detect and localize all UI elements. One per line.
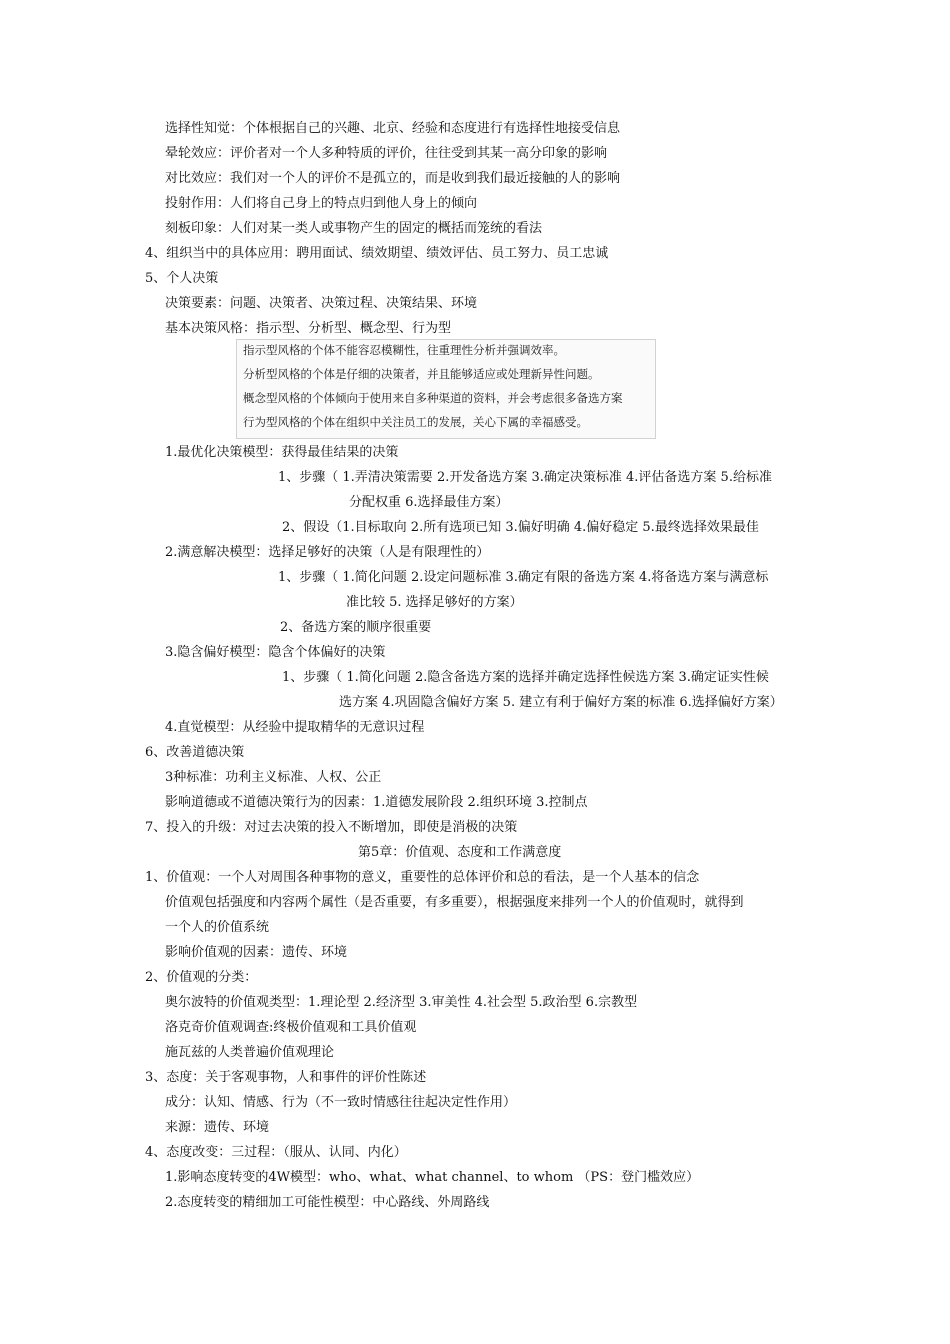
text-line-satisficing-order: 2、备选方案的顺序很重要	[280, 620, 432, 635]
heading-attitude-change: 4、态度改变：三过程：（服从、认同、内化）	[145, 1145, 407, 1160]
text-line-decision-elements: 决策要素：问题、决策者、决策过程、决策结果、环境	[165, 296, 478, 311]
text-line-implicit-steps: 1、步骤（ 1.简化问题 2.隐含备选方案的选择并确定选择性候选方案 3.确定证实性候	[282, 670, 769, 685]
text-line-4w-model: 1.影响态度转变的4W模型：who、what、what channel、to whom （PS：登门槛效应）	[165, 1170, 700, 1185]
text-line-satisficing-steps: 1、步骤（ 1.简化问题 2.设定问题标准 3.确定有限的备选方案 4.将备选方案与满意标	[278, 570, 769, 585]
heading-attitudes: 3、态度：关于客观事物，人和事件的评价性陈述	[145, 1070, 427, 1085]
text-line-value-factors: 影响价值观的因素：遗传、环境	[165, 945, 348, 960]
text-line-stereotype: 刻板印象：人们对某一类人或事物产生的固定的概括而笼统的看法	[165, 221, 543, 236]
heading-intuitive-model: 4.直觉模型：从经验中提取精华的无意识过程	[165, 720, 425, 735]
decision-style-image	[236, 339, 656, 439]
text-line-three-criteria: 3种标准：功利主义标准、人权、公正	[165, 770, 382, 785]
text-line-schwartz-theory: 施瓦兹的人类普遍价值观理论	[165, 1045, 335, 1060]
text-line-optimizing-steps: 1、步骤（ 1.弄清决策需要 2.开发备选方案 3.确定决策标准 4.评估备选方案 5.给标准	[278, 470, 772, 485]
text-line-satisficing-steps-cont: 准比较 5. 选择足够好的方案）	[346, 595, 523, 610]
text-line-halo-effect: 晕轮效应：评价者对一个人多种特质的评价，往往受到其某一高分印象的影响	[165, 146, 608, 161]
text-line-optimizing-assumptions: 2、假设（1.目标取向 2.所有选项已知 3.偏好明确 4.偏好稳定 5.最终选择效果最佳	[282, 520, 759, 535]
text-line-implicit-steps-cont: 选方案 4.巩固隐含偏好方案 5. 建立有利于偏好方案的标准 6.选择偏好方案）	[339, 695, 783, 710]
heading-escalation: 7、投入的升级：对过去决策的投入不断增加，即使是消极的决策	[145, 820, 518, 835]
heading-org-application: 4、组织当中的具体应用：聘用面试、绩效期望、绩效评估、员工努力、员工忠诚	[145, 246, 609, 261]
text-line-contrast-effect: 对比效应：我们对一个人的评价不是孤立的，而是收到我们最近接触的人的影响	[165, 171, 621, 186]
text-line-selective-perception: 选择性知觉：个体根据自己的兴趣、北京、经验和态度进行有选择性地接受信息	[165, 121, 621, 136]
text-line-attitude-sources: 来源：遗传、环境	[165, 1120, 270, 1135]
text-line-allport-types: 奥尔波特的价值观类型：1.理论型 2.经济型 3.审美性 4.社会型 5.政治型 6.宗教型	[165, 995, 638, 1010]
text-line-projection: 投射作用：人们将自己身上的特点归到他人身上的倾向	[165, 196, 478, 211]
inset-line-directive: 指示型风格的个体不能容忍模糊性，往重理性分析并强调效率。	[243, 343, 565, 357]
inset-line-analytic: 分析型风格的个体是仔细的决策者，并且能够适应或处理新异性问题。	[243, 367, 600, 381]
text-line-ethical-factors: 影响道德或不道德决策行为的因素：1.道德发展阶段 2.组织环境 3.控制点	[165, 795, 588, 810]
heading-optimizing-model: 1.最优化决策模型：获得最佳结果的决策	[165, 445, 399, 460]
inset-line-behavioral: 行为型风格的个体在组织中关注员工的发展，关心下属的幸福感受。	[243, 415, 588, 429]
chapter-title: 第5章：价值观、态度和工作满意度	[358, 845, 562, 860]
heading-implicit-favorite-model: 3.隐含偏好模型：隐含个体偏好的决策	[165, 645, 386, 660]
text-line-value-attributes: 价值观包括强度和内容两个属性（是否重要，有多重要），根据强度来排列一个人的价值观时，就得到	[165, 895, 744, 910]
inset-line-conceptual: 概念型风格的个体倾向于使用来自多种渠道的资料，并会考虑很多备选方案	[243, 391, 623, 405]
heading-individual-decision: 5、个人决策	[145, 271, 219, 286]
text-line-attitude-components: 成分：认知、情感、行为（不一致时情感往往起决定性作用）	[165, 1095, 517, 1110]
text-line-decision-styles: 基本决策风格：指示型、分析型、概念型、行为型	[165, 321, 452, 336]
heading-value-types: 2、价值观的分类：	[145, 970, 258, 985]
text-line-elaboration-model: 2.态度转变的精细加工可能性模型：中心路线、外周路线	[165, 1195, 490, 1210]
heading-values: 1、价值观：一个人对周围各种事物的意义，重要性的总体评价和总的看法，是一个人基本的信念	[145, 870, 700, 885]
text-line-optimizing-steps-cont: 分配权重 6.选择最佳方案）	[349, 495, 509, 510]
heading-ethical-decisions: 6、改善道德决策	[145, 745, 245, 760]
heading-satisficing-model: 2.满意解决模型：选择足够好的决策（人是有限理性的）	[165, 545, 490, 560]
text-line-rokeach-survey: 洛克奇价值观调查:终极价值观和工具价值观	[165, 1020, 417, 1035]
text-line-value-system: 一个人的价值系统	[165, 920, 270, 935]
